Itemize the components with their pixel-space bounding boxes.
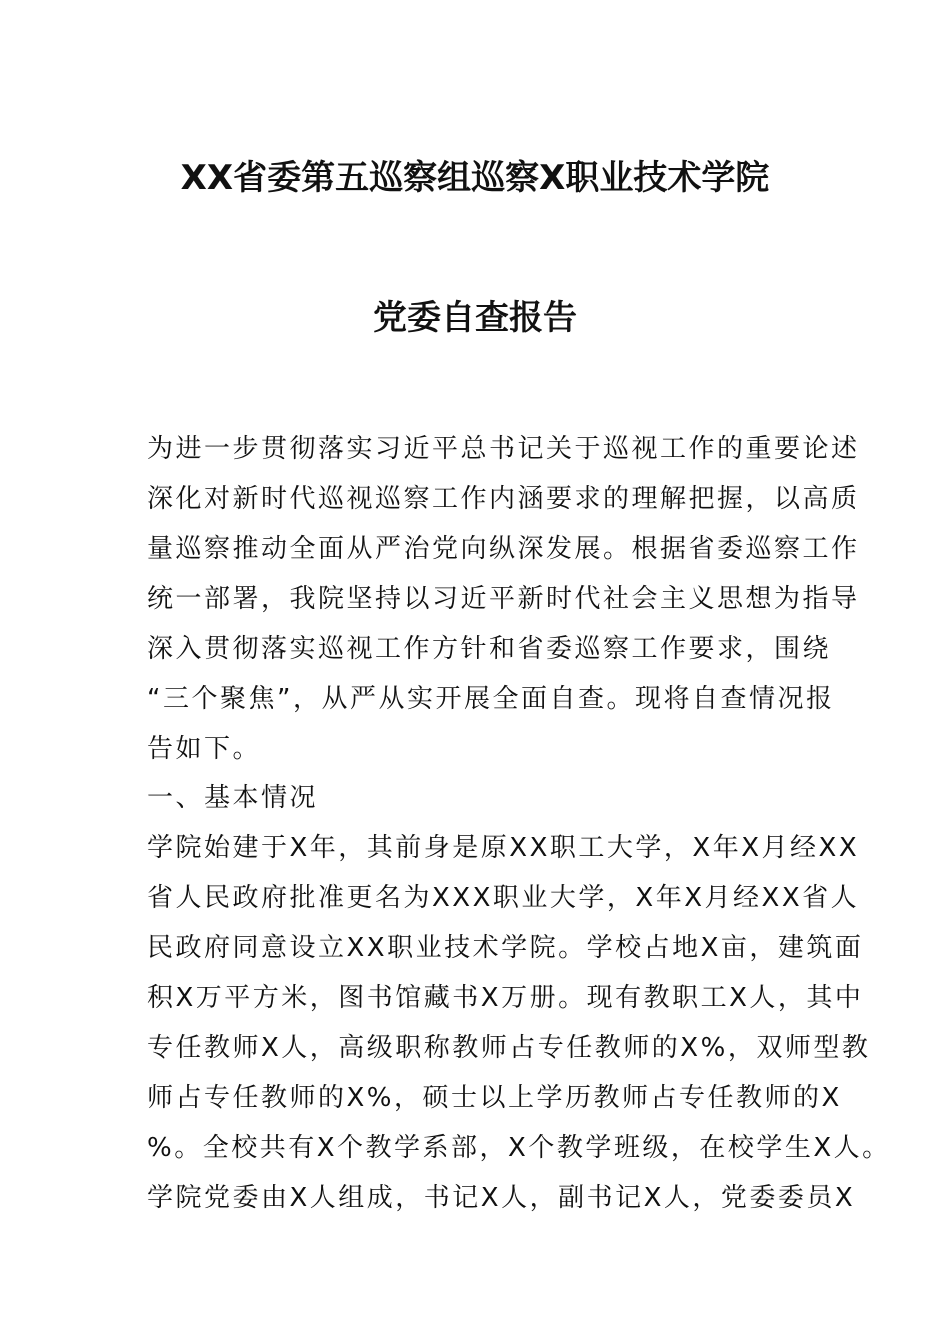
document-subtitle: 党委自查报告 [373, 298, 577, 338]
body-line: 专任教师X人，高级职称教师占专任教师的X%，双师型教 [147, 1033, 871, 1063]
body-line: 量巡察推动全面从严治党向纵深发展。根据省委巡察工作 [147, 534, 860, 564]
body-line: “三个聚焦”，从严从实开展全面自查。现将自查情况报 [147, 684, 835, 714]
document-title: XX省委第五巡察组巡察X职业技术学院 [180, 158, 770, 198]
section-heading: 一、基本情况 [147, 783, 319, 813]
body-line: 积X万平方米，图书馆藏书X万册。现有教职工X人，其中 [147, 983, 864, 1013]
body-line: 统一部署，我院坚持以习近平新时代社会主义思想为指导 [147, 584, 860, 614]
body-line: 为进一步贯彻落实习近平总书记关于巡视工作的重要论述 [147, 434, 860, 464]
body-line: 民政府同意设立XX职业技术学院。学校占地X亩，建筑面 [147, 933, 864, 963]
body-line: %。全校共有X个教学系部，X个教学班级，在校学生X人。 [147, 1133, 891, 1163]
body-line: 学院始建于X年，其前身是原XX职工大学，X年X月经XX [147, 833, 860, 863]
body-line: 师占专任教师的X%，硕士以上学历教师占专任教师的X [147, 1083, 842, 1113]
body-line: 学院党委由X人组成，书记X人，副书记X人，党委委员X [147, 1183, 856, 1213]
body-line: 告如下。 [147, 734, 262, 764]
body-line: 深化对新时代巡视巡察工作内涵要求的理解把握，以高质 [147, 484, 860, 514]
body-line: 省人民政府批准更名为XXX职业大学，X年X月经XX省人 [147, 883, 860, 913]
body-line: 深入贯彻落实巡视工作方针和省委巡察工作要求，围绕 [147, 634, 832, 664]
